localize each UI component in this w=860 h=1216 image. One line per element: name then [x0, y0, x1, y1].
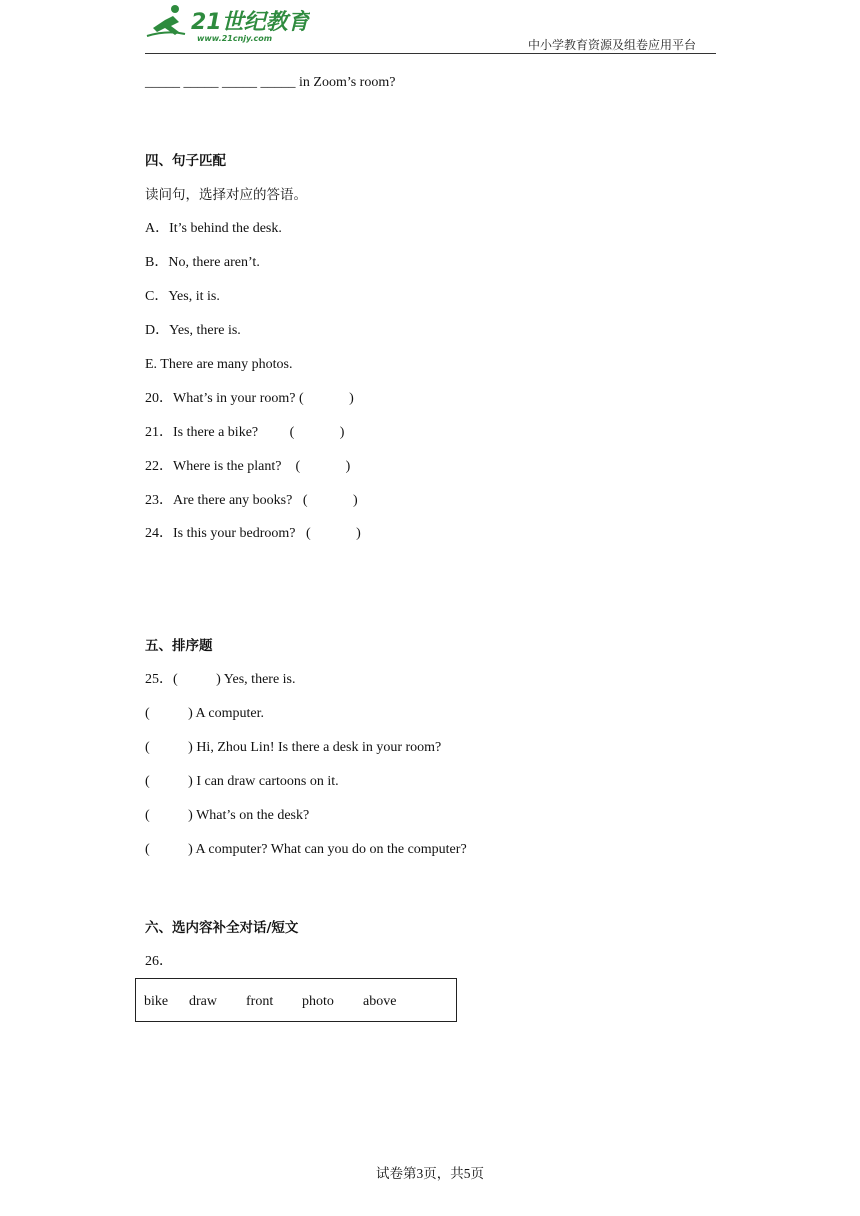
logo-text: 21世纪教育 [191, 10, 310, 35]
question-22: 22．Where is the plant? ( ) [145, 459, 351, 474]
word-bank-item: bike [144, 994, 169, 1009]
question-23: 23．Are there any books? ( ) [145, 493, 358, 508]
option-b: B．No, there aren’t. [145, 255, 260, 270]
ordering-item-6: ( ) A computer? What can you do on the computer? [145, 842, 467, 857]
option-d: D．Yes, there is. [145, 323, 241, 338]
fill-blank-line: _____ _____ _____ _____ in Zoom’s room? [145, 75, 396, 90]
word-bank-box [135, 978, 457, 1022]
question-26-number: 26． [145, 954, 173, 969]
question-21: 21．Is there a bike? ( ) [145, 425, 345, 440]
section-4-instruction: 读问句，选择对应的答语。 [145, 187, 307, 203]
logo-url: www.21cnjy.com [197, 34, 273, 43]
section-5-title: 五、排序题 [145, 638, 213, 654]
page-header [145, 0, 716, 56]
section-6-title: 六、选内容补全对话/短文 [145, 920, 299, 936]
section-4-title: 四、句子匹配 [145, 153, 226, 169]
option-a: A．It’s behind the desk. [145, 221, 282, 236]
word-bank-item: above [363, 994, 397, 1009]
ordering-item-3: ( ) Hi, Zhou Lin! Is there a desk in your room? [145, 740, 442, 755]
word-bank-item: front [246, 994, 274, 1009]
ordering-item-4: ( ) I can draw cartoons on it. [145, 774, 339, 789]
page-footer: 试卷第3页，共5页 [376, 1166, 484, 1181]
question-24: 24．Is this your bedroom? ( ) [145, 526, 361, 541]
ordering-item-1: 25．( ) Yes, there is. [145, 672, 296, 687]
question-20: 20．What’s in your room? ( ) [145, 391, 354, 406]
header-divider [145, 53, 716, 54]
logo-21cnjy [145, 2, 310, 44]
option-c: C．Yes, it is. [145, 289, 220, 304]
option-e: E. There are many photos. [145, 357, 293, 372]
word-bank-item: draw [189, 994, 217, 1009]
ordering-item-2: ( ) A computer. [145, 706, 264, 721]
word-bank-item: photo [302, 994, 334, 1009]
ordering-item-5: ( ) What’s on the desk? [145, 808, 310, 823]
platform-name: 中小学教育资源及组卷应用平台 [527, 38, 696, 52]
